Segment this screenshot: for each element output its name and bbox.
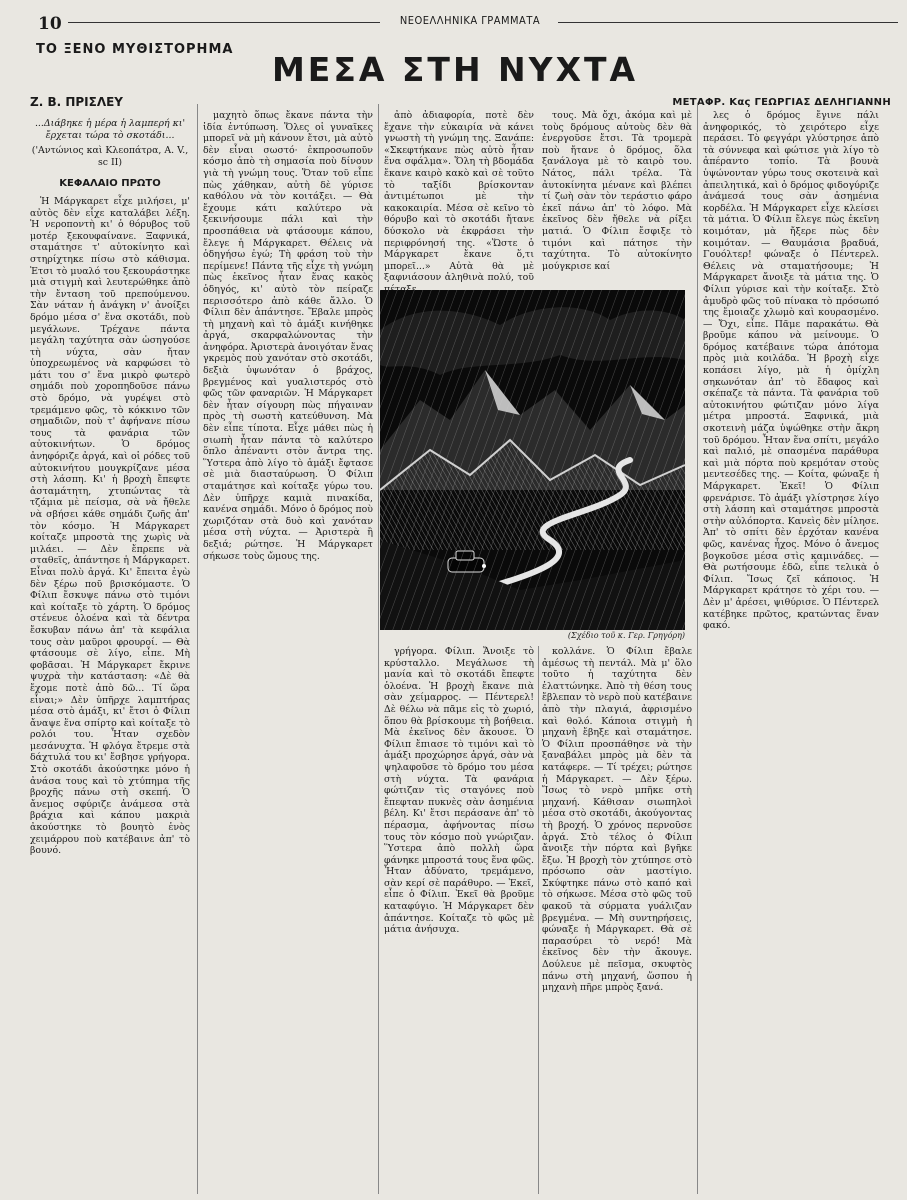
header-rule-right bbox=[558, 22, 898, 23]
text-column-3 bbox=[384, 110, 534, 282]
epigraph-text: ...Διάβηκε ἡ μέρα ἡ λαμπερή κι' ἔρχεται τώρα τὸ σκοτάδι... bbox=[34, 118, 186, 141]
storm-illustration bbox=[380, 290, 685, 630]
column-text: μαχητὸ ὅπως ἔκανε πάντα τὴν ἰδία ἐντύπωση. Ὅλες οἱ γυναῖκες μπορεῖ νὰ μὴ κάνουν ἔτσι, μὰ αὐτὸ δὲν εἶναι σωστό· ἐκπροσωποῦν κόσμο ἀπὸ τὴ σημασία ποὺ δίνουν γιὰ τὴ γνώμη τους. Ὅταν τοῦ εἶπε πὼς χάθηκαν, αὐτὴ δὲ γύρισε καθόλου νὰ τὸν κοιτάξει. — Θὰ ἔχουμε κάτι καλύτερο νὰ ξεκινήσουμε πάλι καὶ τὴν προσπάθεια νὰ φτάσουμε κάπου, ἔλεγε ἡ Μάργκαρετ. Θέλεις νὰ ὁδηγήσω ἐγώ; Τὴ φράση τοὺ τὴν περίμενε! Πάντα τῆς εἶχε τὴ γνώμη πὼς ἐκεῖνος ἦταν ἕνας κακὸς ὁδηγός, κι' αὐτὸ τὸν πείραζε περισσότερο ἀπὸ κάθε ἄλλο. Ὁ Φίλιπ δὲν ἀπάντησε. Ἔβαλε μπρὸς τὴ μηχανὴ καὶ τὸ ἁμάξι κινήθηκε ἀργά, σκαρφαλώνοντας τὴν ἀνηφόρα. Ἀριστερὰ ἀνοιγόταν ἕνας γκρεμὸς ποὺ χανόταν στὸ σκοτάδι, δεξιὰ ὑψωνόταν ὁ βράχος, βρεγμένος καὶ γυαλιστερός στὸ φῶς τῶν φαναριῶν. Ἡ Μάργκαρετ δὲν ἦταν σίγουρη πὼς πήγαιναν πρὸς τὴ σωστὴ κατεύθυνση. Μὰ δὲν εἶπε τίποτα. Εἶχε μάθει πὼς ἡ σιωπὴ ἦταν πάντα τὸ καλύτερο ὅπλο ἀπέναντι στὸν ἄντρα της. Ὕστερα ἀπὸ λίγο τὸ ἁμάξι ἔφτασε σὲ μιὰ διασταύρωση. Ὁ Φίλιπ σταμάτησε καὶ κοίταξε γύρω του. Δὲν ὑπῆρχε καμιὰ πινακίδα, κανένα σημάδι. Μόνο ὁ δρόμος ποὺ χωριζόταν στὰ δυὸ καὶ χανόταν μέσα στὴ νύχτα. — Ἀριστερὰ ἢ δεξιά; ρώτησε. Ἡ Μάργκαρετ σήκωσε τοὺς ὤμους της. bbox=[203, 110, 373, 562]
column-divider bbox=[378, 104, 379, 1194]
page-header bbox=[38, 12, 898, 32]
page-number: 10 bbox=[38, 14, 62, 34]
text-column-2 bbox=[203, 110, 373, 1194]
column-divider bbox=[197, 104, 198, 1194]
illustration-caption: (Σχέδιο τοῦ κ. Γερ. Γρηγόρη) bbox=[567, 631, 685, 640]
section-label: ΤΟ ΞΕΝΟ ΜΥΘΙΣΤΟΡΗΜΑ bbox=[36, 42, 234, 57]
story-title: ΜΕΣΑ ΣΤΗ ΝΥΧΤΑ bbox=[271, 50, 639, 89]
column-text: γρήγορα. Φίλιπ. Ἄνοιξε τὸ κρύσταλλο. Μεγάλωσε τὴ μανία καὶ τὸ σκοτάδι ἔπεφτε ὁλοένα. Ἡ βροχὴ ἔκανε πιὰ σὰν χείμαρρος. — Πέντερελ! Δὲ θέλω νὰ πᾶμε εἰς τὸ χωριό, ὅπου θὰ βρίσκουμε τὴ βοήθεια. Μὰ ἐκεῖνος δὲν ἄκουσε. Ὁ Φίλιπ ἔπιασε τὸ τιμόνι καὶ τὸ ἁμάξι προχώρησε ἀργά, σὰν νὰ ψηλαφοῦσε τὸ δρόμο του μέσα στὴ νύχτα. Τὰ φανάρια φώτιζαν τὶς σταγόνες ποὺ ἔπεφταν πυκνὲς σὰν ἀσημένια βέλη. Κι' ἔτσι περάσανε ἀπ' τὸ πέρασμα, ἀφήνοντας πίσω τους τὸν κόσμο ποὺ γνώριζαν. Ὕστερα ἀπὸ πολλὴ ὥρα φάνηκε μπροστά τους ἕνα φῶς. Ἦταν ἀδύνατο, τρεμάμενο, σὰν κερί σὲ παράθυρο. — Ἐκεῖ, εἶπε ὁ Φίλιπ. Ἐκεῖ θὰ βροῦμε καταφύγιο. Ἡ Μάργκαρετ δὲν ἀπάντησε. Κοίταζε τὸ φῶς μὲ μάτια ἀνήσυχα. bbox=[384, 646, 534, 936]
header-rule-left bbox=[68, 22, 380, 23]
column-divider bbox=[538, 646, 539, 1194]
column-divider bbox=[697, 104, 698, 1194]
text-column-3-lower bbox=[384, 646, 534, 1194]
text-column-1 bbox=[30, 118, 190, 1194]
chapter-heading: ΚΕΦΑΛΑΙΟ ΠΡΩΤΟ bbox=[59, 178, 161, 190]
magazine-title: ΝΕΟΕΛΛΗΝΙΚΑ ΓΡΑΜΜΑΤΑ bbox=[399, 14, 541, 27]
author-name: Ζ. Β. ΠΡΙΣΛΕΥ bbox=[30, 95, 123, 109]
column-text: ἀπὸ ἀδιαφορία, ποτὲ δὲν ἔχανε τὴν εὐκαιρία νὰ κάνει γνωστὴ τὴ γνώμη της. Ξανάπε: «Σκεφτήκανε πὼς αὐτὸ ἦταν ἕνα σφάλμα». Ὅλη τὴ βδομάδα ἔκανε καιρὸ κακὸ καὶ σὲ τοῦτο τὸ ταξίδι βρίσκονταν ἀντιμέτωποι μὲ τὴν κακοκαιρία. Μέσα σὲ κεῖνο τὸ θόρυβο καὶ τὸ σκοτάδι ἤτανε δύσκολο νὰ ἐκφράσει τὴν περιφρόνησή της. «Ὥστε ὁ Μάργκαρετ ἔκανε ὅ,τι μπορεῖ...» Αὐτὰ θὰ μὲ ξαφνιάσουν ἀληθινὰ πολύ, τοῦ bbox=[384, 110, 534, 284]
text-column-4-lower bbox=[542, 646, 692, 1194]
text-column-4 bbox=[542, 110, 692, 282]
mountain-storm-drawing bbox=[380, 290, 685, 630]
translator-credit: ΜΕΤΑΦΡ. Κας ΓΕΩΡΓΙΑΣ ΔΕΛΗΓΙΑΝΝΗ bbox=[672, 97, 891, 108]
column-text: κολλάνε. Ὁ Φίλιπ ἔβαλε ἀμέσως τὴ πεντάλ. Μὰ μ' ὅλο τοῦτο ἡ ταχύτητα δὲν ἐλαττώνηκε. Ἀπὸ τὴ θέση τους ἔβλεπαν τὸ νερὸ ποὺ κατέβαινε ἀπὸ τὴν πλαγιά, ἀφρισμένο καὶ θολό. Κάποια στιγμὴ ἡ μηχανὴ ἔβηξε καὶ σταμάτησε. Ὁ Φίλιπ προσπάθησε νὰ τὴν ξαναβάλει μπρὸς μὰ δὲν τὰ κατάφερε. — Τί τρέχει; ρώτησε ἡ Μάργκαρετ. — Δὲν ξέρω. Ἴσως τὸ νερὸ μπῆκε στὴ μηχανή. Κάθισαν σιωπηλοὶ μέσα στὸ σκοτάδι, ἀκούγοντας τὴ βροχή. Ὁ χρόνος περνοῦσε ἀργά. Στὸ τέλος ὁ Φίλιπ ἄνοιξε τὴν πόρτα καὶ βγῆκε ἔξω. Ἡ βροχὴ τὸν χτύπησε στὸ πρόσωπο σὰν μαστίγιο. Σκύφτηκε πάνω στὸ καπό καὶ τὸ σήκωσε. Μέσα στὸ φῶς τοῦ φακοῦ τὰ σύρματα γυάλιζαν βρεγμένα. — Μὴ συντηρήσεις, φώναξε ἡ Μάργκαρετ. Θὰ σὲ παρασύρει τὸ νερό! Μὰ ἐκεῖνος δὲν τὴν ἄκουγε. Δούλευε μὲ πεῖσμα, σκυφτὸς πάνω στὴ μηχανή, ὥσπου ἡ μηχανὴ πῆρε μπρὸς ξανά. bbox=[542, 646, 692, 994]
column-text: Ἡ Μάργκαρετ εἶχε μιλήσει, μ' αὐτὸς δὲν εἶχε καταλάβει λέξη. Ἡ νεροποντὴ κι' ὁ θόρυβος τοῦ μοτέρ ξεκουφαίνανε. Ξαφνικά, σταμάτησε τ' αὐτοκίνητο καὶ στηρίχτηκε πίσω στὸ κάθισμα. Ἐτσι τὸ μυαλό του ξεκουράστηκε μιὰ στιγμὴ καὶ λευτερώθηκε ἀπὸ τὴν ἔνταση τοῦ πρεπούμενου. Σὰν νάταν ἡ ἀνάγκη ν' ἀνοίξει δρόμο μέσα σ' ἕνα σκοτάδι, ποὺ μεγάλωνε. Τρέχανε πάντα μεγάλη ταχύτητα σὰν ὡσηγούσε τὴ νύχτα, σὰν ἤταν ὑποχρεωμένος νὰ καρφώσει τὸ μάτι του σ' ἕνα μικρὸ φωτερὸ σημάδι ποὺ χοροπηδοῦσε πάνω στὸ δρόμο, νὰ γυρέψει στὸ τρεμάμενο φῶς, τὸ κόκκινο τῶν σημαδιῶν, ποὺ τ' ἀφήνανε πίσω τους τὰ φανάρια τῶν αὐτοκινήτων. Ὁ δρόμος ἀνηφόριζε ἀργά, καὶ οἱ ρόδες τοῦ αὐτοκινήτου μουγκρίζανε μέσα στὴ λάσπη. Κι' ἡ βροχὴ ἔπεφτε ἀσταμάτητη, χτυπώντας τὰ τζάμια μὲ πείσμα, σὰ νὰ ἤθελε νὰ σβήσει κάθε σημάδι ζωῆς ἀπ' τὸν κόσμο. Ἡ Μάργκαρετ κοίταζε μπροστὰ της χωρὶς νὰ μιλάει. — Δὲν ἔπρεπε νὰ σταθεῖς, ἀπάντησε ἡ Μάργκαρετ. Εἶναι πολὺ ἀργά. Κι' ἔπειτα ἐγὼ δὲν ξέρω ποῦ βρισκόμαστε. Ὁ Φίλιπ ἔσκυψε πάνω στὸ τιμόνι καὶ κοίταξε τὸ χάρτη. Ὁ δρόμος στένευε ὁλοένα καὶ τὰ δέντρα ἔσκυβαν πάνω ἀπ' τὰ κεφάλια τους σὰν μαῦροι φρουροί. — Θὰ φτάσουμε σὲ λίγο, εἶπε. Μὴ φοβᾶσαι. Ἡ Μάργκαρετ ἔκρινε ψυχρὰ τὴν κατάσταση: «Δὲ θὰ ἔχομε ποτὲ ἀπὸ δῶ... Τί ὥρα εἶναι;» Δὲν ὑπῆρχε λαμπτήρας μέσα στὸ ἁμάξι, κι' ἔτσι ὁ Φίλιπ ἄναψε ἕνα σπίρτο καὶ κοίταξε τὸ ρολόι του. Ἦταν σχεδὸν μεσάνυχτα. Ἡ φλόγα ἔτρεμε στὰ δάχτυλά του κι' ἔσβησε γρήγορα. Στὸ σκοτάδι ἀκούστηκε μόνο ἡ ἀνάσα τους καὶ τὸ χτύπημα τῆς βροχῆς πάνω στὴ σκεπή. Ὁ ἄνεμος σφύριζε ἀνάμεσα στὰ βράχια καὶ κάπου μακριὰ ἀκούστηκε τὸ βουητὸ ἑνὸς χειμάρρου ποὺ κατέβαινε ἀπ' τὸ βουνό. bbox=[30, 195, 190, 857]
epigraph-source: ('Αντώνιος καὶ Κλεοπάτρα, Α. V., sc II) bbox=[31, 145, 189, 168]
column-text: τους. Μὰ ὄχι, ἀκόμα καὶ μὲ τοὺς δρόμους αὐτοὺς δὲν θὰ ἐνεργοῦσε ἔτσι. Τὰ τρομερὰ ποὺ ἤτανε ὁ δρόμος, ὅλα ξανάλογα μὲ τὸ καιρὸ του. Νάτος, πάλι τρέλα. Τὰ ἀυτοκίνητα μένανε καὶ βλέπει τί ζωὴ σὰν τὸν τεράστιο φάρο ἐκεῖ πάνω ἀπ' τὸ λόφο. Μὰ ἐκεῖνος δὲν ἤθελε νὰ ρίξει ματιά. Ὁ Φίλιπ ἔσφιξε τὸ τιμόνι καὶ πάτησε τὴν ταχύτητα. Τὸ αὐτοκίνητο μούγκρισε καί bbox=[542, 110, 692, 272]
text-column-5 bbox=[703, 110, 879, 1194]
column-text: λες ὁ δρόμος ἔγινε πάλι ἀνηφορικός, τὸ χειρότερο εἶχε περάσει. Τὸ φεγγάρι γλύστρησε ἀπὸ τὰ σύννεφα καὶ φώτισε γιὰ λίγο τὸ ἀπέραντο τοπίο. Τὰ βουνὰ ὑψώνονταν γύρω τους σκοτεινὰ καὶ ἀπειλητικά, καὶ ὁ δρόμος φιδογύριζε ἀνάμεσά τους σὰν ἀσημένια κορδέλα. Ἡ Μάργκαρετ εἶχε κλείσει τὰ μάτια. Ὁ Φίλιπ ἔλεγε πὼς ἐκεῖνη κοιμόταν, μὰ ἤξερε πὼς δὲν κοιμόταν. — Θαυμάσια βραδυά, Γουόλτερ! φώναξε ὁ Πέντερελ. Θέλεις νὰ σταματήσουμε; Ἡ Μάργκαρετ ἄνοιξε τὰ μάτια της. Ὁ Φίλιπ γύρισε καὶ τὴν κοίταξε. Στὸ ἀμυδρὸ φῶς τοῦ πίνακα τὸ πρόσωπό της ἔμοιαζε χλωμὸ καὶ κουρασμένο. — Ὄχι, εἶπε. Πᾶμε παρακάτω. Θὰ βροῦμε κάπου νὰ μείνουμε. Ὁ δρόμος κατέβαινε τώρα ἀπότομα πρὸς μιὰ κοιλάδα. Ἡ βροχὴ εἶχε κοπάσει λίγο, μὰ ἡ ὁμίχλη σηκωνόταν ἀπ' τὸ ἔδαφος καὶ σκέπαζε τὰ πάντα. Τὰ φανάρια τοῦ αὐτοκινήτου φώτιζαν μόνο λίγα μέτρα μπροστά. Ξαφνικά, μιὰ σκοτεινὴ μάζα ὑψώθηκε στὴν ἄκρη τοῦ δρόμου. Ἦταν ἕνα σπίτι, μεγάλο καὶ παλιό, μὲ σπασμένα παράθυρα καὶ μιὰ πόρτα ποὺ κρεμόταν στοὺς μεντεσέδες της. — Κοίτα, φώναξε ἡ Μάργκαρετ. Ἐκεῖ! Ὁ Φίλιπ φρενάρισε. Τὸ ἁμάξι γλίστρησε λίγο στὴ λάσπη καὶ σταμάτησε μπροστὰ στὴν αὐλόπορτα. Κανεὶς δὲν μίλησε. Ἀπ' τὸ σπίτι δὲν ἐρχόταν κανένα φῶς, κανένας ἦχος. Μόνο ὁ ἄνεμος βογκοῦσε μέσα στὶς καμινάδες. — Θὰ ρωτήσουμε ἐδῶ, εἶπε τελικὰ ὁ Φίλιπ. Ἴσως ζεῖ κάποιος. Ἡ Μάργκαρετ κράτησε τὸ χέρι του. — Δὲν μ' ἀρέσει, ψιθύρισε. Ὁ Πέντερελ κατέβηκε πρῶτος, κρατώντας ἕναν φακό. bbox=[703, 110, 879, 632]
